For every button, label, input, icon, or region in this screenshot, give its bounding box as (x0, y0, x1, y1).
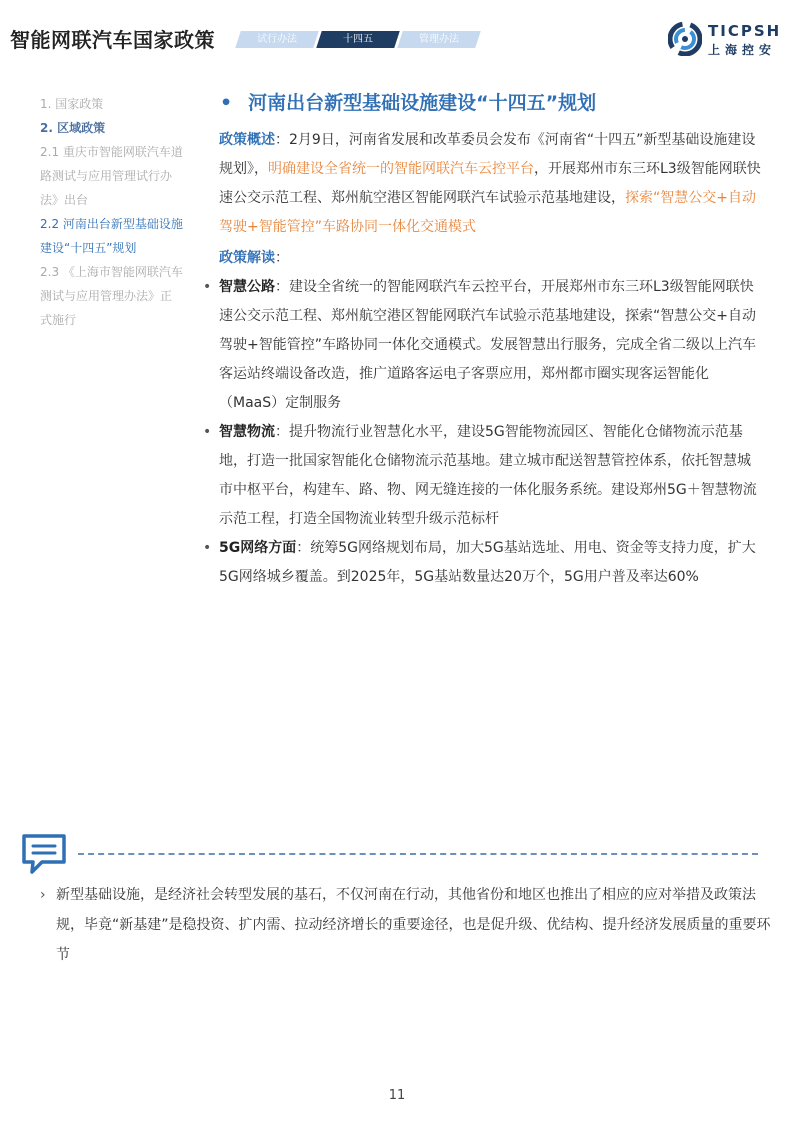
toc-item[interactable]: 式施行 (40, 313, 77, 327)
list-item (203, 418, 764, 534)
toc-item[interactable]: 2. 区域政策 (40, 121, 106, 135)
dashed-divider (78, 853, 758, 855)
interpretation-list (203, 273, 764, 592)
item-colon: ： (275, 424, 289, 440)
logo-text-cn: 上海控安 (708, 43, 777, 57)
logo-text-en: TICPSH (708, 22, 782, 40)
item-colon: ： (296, 540, 311, 556)
overview-label: 政策概述 (219, 132, 275, 148)
company-logo (668, 22, 788, 58)
note-text: 新型基础设施，是经济社会转型发展的基石，不仅河南在行动，其他省份和地区也推出了相应的应对举措及政策法规，毕竟“新基建”是稳投资、扩内需、拉动经济增长的重要途径，也是促升级、优结构、提升经济发展质量的重要环节 (56, 887, 771, 963)
heading-bullet: • (220, 92, 233, 114)
tab-label: 管理办法 (419, 34, 459, 45)
page-title: 智能网联汽车国家政策 (10, 28, 215, 52)
bullet: • (203, 424, 212, 440)
overview-colon: ： (275, 132, 289, 148)
logo-swirl-icon (668, 22, 702, 56)
item-text: 提升物流行业智慧化水平，建设5G智能物流园区、智能化仓储物流示范基地，打造一批国家智能化仓储物流示范基地。建立城市配送智慧管控体系，依托智慧城市中枢平台，构建车、路、物、网无缝连接的一体化服务系统。建设郑州5G＋智慧物流示范工程，打造全国物流业转型升级示范标杆 (219, 424, 757, 527)
tab-label: 十四五 (343, 34, 373, 45)
item-label: 智慧物流 (219, 424, 275, 440)
toc-item-active[interactable]: 建设“十四五”规划 (40, 241, 137, 255)
chat-bubble-icon (20, 832, 70, 876)
bullet: • (203, 279, 212, 295)
section-heading (220, 88, 596, 115)
list-item (203, 534, 764, 592)
toc-item[interactable]: 2.1 重庆市智能网联汽车道 (40, 145, 183, 159)
interp-label: 政策解读 (219, 250, 275, 266)
item-text: 统筹5G网络规划布局，加大5G基站选址、用电、资金等支持力度，扩大5G网络城乡覆盖。到2025年，5G基站数量达20万个，5G用户普及率达60% (219, 540, 756, 585)
interp-colon: ： (275, 250, 289, 266)
item-label: 智慧公路 (219, 279, 275, 295)
page-number: 11 (388, 1088, 406, 1103)
chevron-right-icon: › (40, 887, 46, 903)
item-colon: ： (275, 279, 289, 295)
tab-management-measures[interactable] (397, 31, 481, 48)
bullet: • (203, 540, 212, 556)
tab-trial-measures[interactable] (235, 31, 319, 48)
table-of-contents (40, 92, 200, 332)
section-body (203, 126, 764, 592)
toc-item[interactable]: 路测试与应用管理试行办 (40, 169, 173, 183)
item-text: 建设全省统一的智能网联汽车云控平台，开展郑州市东三环L3级智能网联快速公交示范工程、郑州航空港区智能网联汽车试验示范基地建设，探索“智慧公交+自动驾驶+智能管控”车路协同一体化交通模式。发展智慧出行服务，完成全省二级以上汽车客运站终端设备改造，推广道路客运电子客票应用，郑州都市圈实现客运智能化（MaaS）定制服务 (219, 279, 756, 411)
policy-interpretation-heading (219, 244, 764, 273)
overview-text: 2月9日，河南省发展和改革委员会发布《河南省“十四五”新型基础设施建设规划》， (219, 132, 756, 177)
toc-item[interactable]: 测试与应用管理办法》正 (40, 289, 173, 303)
summary-note (40, 880, 778, 970)
overview-text: ，开展郑州市东三环L3级智能网联快速公交示范工程、郑州航空港区智能网联汽车试验示范基地建设， (219, 161, 761, 206)
toc-item[interactable]: 1. 国家政策 (40, 97, 104, 111)
section-tabs (238, 31, 481, 48)
toc-item[interactable]: 2.3 《上海市智能网联汽车 (40, 265, 183, 279)
tab-label: 试行办法 (257, 34, 297, 45)
overview-highlight: 明确建设全省统一的智能网联汽车云控平台 (268, 161, 534, 177)
toc-item-active[interactable]: 2.2 河南出台新型基础设施 (40, 217, 183, 231)
item-label: 5G网络方面 (219, 540, 297, 556)
toc-item[interactable]: 法》出台 (40, 193, 89, 207)
list-item (203, 273, 764, 418)
policy-overview (219, 126, 764, 242)
heading-text: 河南出台新型基础设施建设“十四五”规划 (248, 92, 597, 114)
overview-highlight: 探索“智慧公交+自动驾驶+智能管控”车路协同一体化交通模式 (219, 190, 756, 235)
tab-14th-five-year[interactable] (316, 31, 400, 48)
